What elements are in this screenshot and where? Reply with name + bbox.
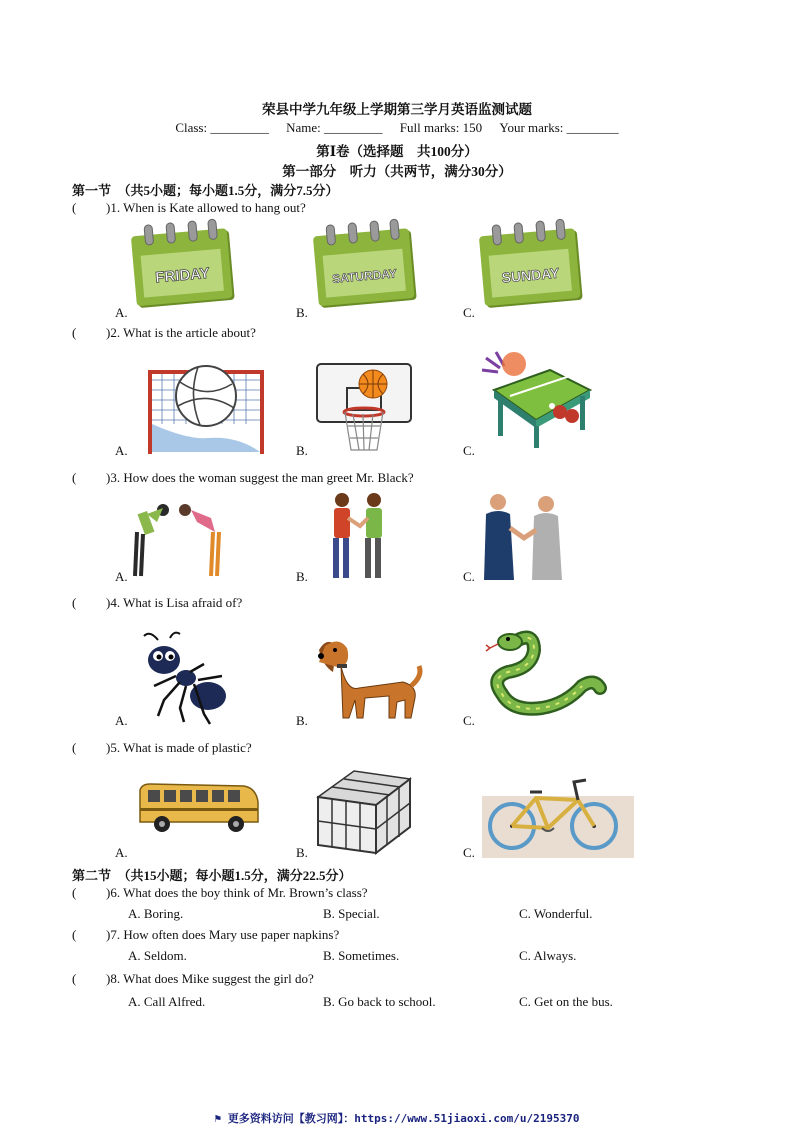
people-bowing-image: [133, 492, 228, 580]
sunday-label: SUNDAY: [500, 264, 560, 286]
flag-icon: ⚑: [214, 1112, 222, 1125]
dog-image: [315, 632, 423, 722]
section2-title: 第二节 （共15小题；每小题1.5分，满分22.5分）: [72, 868, 352, 883]
volume-title: 第Ⅰ卷（选择题 共100分）: [316, 144, 478, 159]
q7-option-a: A. Seldom.: [128, 948, 187, 963]
toy-bus-image: [136, 780, 261, 836]
question-4: ( )4. What is Lisa afraid of?: [72, 595, 243, 610]
snake-image: [482, 628, 607, 723]
q5-option-a: A.: [115, 845, 128, 860]
q2-option-a: A.: [115, 443, 128, 458]
question-5: ( )5. What is made of plastic?: [72, 740, 252, 755]
ant-image: [140, 630, 230, 725]
q5-option-b: B.: [296, 845, 308, 860]
q7-option-b: B. Sometimes.: [323, 948, 400, 963]
q1-option-b: B.: [296, 305, 308, 320]
q3-option-a: A.: [115, 569, 128, 584]
q8-option-c: C. Get on the bus.: [519, 994, 613, 1009]
friday-label: FRIDAY: [154, 264, 211, 287]
full-marks: Full marks: 150: [399, 120, 483, 135]
calendar-saturday-image: [314, 220, 419, 312]
glass-house-image: [314, 765, 414, 857]
your-marks-field: Your marks: ________: [499, 120, 619, 135]
volleyball-net-image: [148, 360, 268, 455]
question-1: ( )1. When is Kate allowed to hang out?: [72, 200, 306, 215]
q5-option-c: C.: [463, 845, 475, 860]
q3-option-c: C.: [463, 569, 475, 584]
q6-option-a: A. Boring.: [128, 906, 184, 921]
question-8: ( )8. What does Mike suggest the girl do?: [72, 971, 314, 986]
q8-option-a: A. Call Alfred.: [128, 994, 206, 1009]
q4-option-c: C.: [463, 713, 475, 728]
q6-option-c: C. Wonderful.: [519, 906, 593, 921]
men-handshake-image: [482, 492, 564, 582]
class-field: Class: _________: [175, 120, 269, 135]
q4-option-b: B.: [296, 713, 308, 728]
q3-option-b: B.: [296, 569, 308, 584]
q8-option-b: B. Go back to school.: [323, 994, 436, 1009]
q1-option-a: A.: [115, 305, 128, 320]
ping-pong-table-image: [480, 350, 592, 450]
q2-option-c: C.: [463, 443, 475, 458]
calendar-friday-image: [132, 220, 237, 312]
question-3: ( )3. How does the woman suggest the man greet Mr. Black?: [72, 470, 414, 485]
q1-option-c: C.: [463, 305, 475, 320]
calendar-sunday-image: [480, 220, 585, 312]
saturday-label: SATURDAY: [331, 266, 398, 286]
name-field: Name: _________: [286, 120, 383, 135]
people-shaking-hands-image: [328, 492, 393, 582]
student-info-line: [0, 120, 794, 136]
exam-title: 荣县中学九年级上学期第三学月英语监测试题: [262, 102, 532, 117]
q7-option-c: C. Always.: [519, 948, 577, 963]
footer-text[interactable]: 更多资料访问【教习网】：https://www.51jiaoxi.com/u/2195370: [227, 1112, 580, 1125]
q4-option-a: A.: [115, 713, 128, 728]
bicycle-image: [482, 770, 634, 858]
basketball-hoop-image: [315, 362, 415, 457]
q6-option-b: B. Special.: [323, 906, 380, 921]
question-7: ( )7. How often does Mary use paper napkins?: [72, 927, 340, 942]
q2-option-b: B.: [296, 443, 308, 458]
question-2: ( )2. What is the article about?: [72, 325, 256, 340]
section1-title: 第一节 （共5小题；每小题1.5分，满分7.5分）: [72, 183, 339, 198]
part-title: 第一部分 听力（共两节，满分30分）: [282, 164, 512, 179]
question-6: ( )6. What does the boy think of Mr. Brown’s class?: [72, 885, 368, 900]
